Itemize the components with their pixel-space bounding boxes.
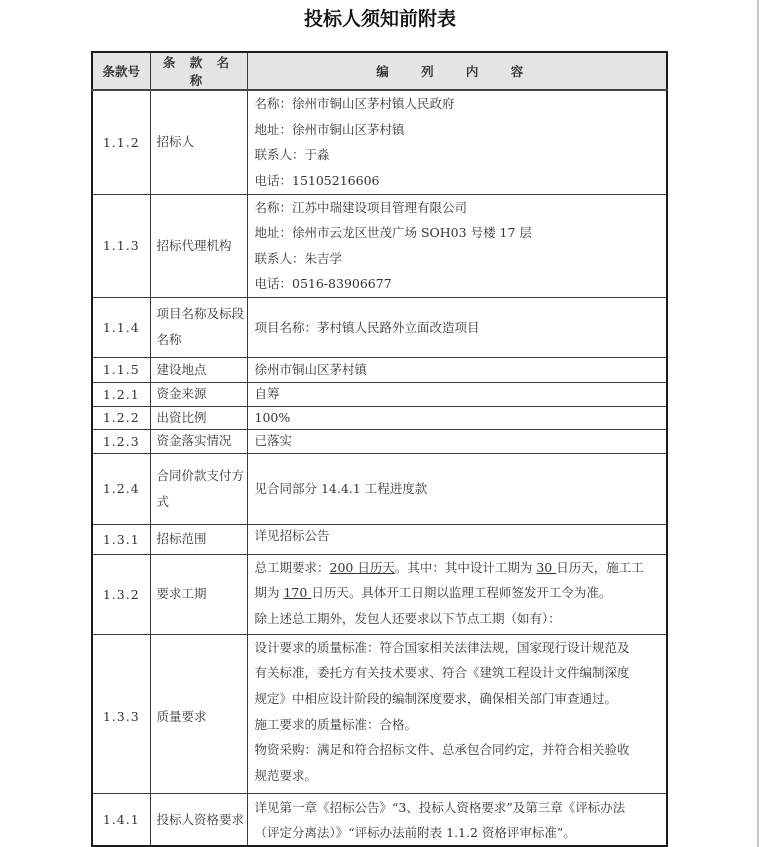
clause-content [247, 429, 667, 453]
table-row [92, 382, 667, 406]
table-row [92, 793, 667, 846]
clause-content [247, 453, 667, 524]
header-content: 编 列 内 容 [247, 52, 667, 90]
content-line: 地址：徐州市铜山区茅村镇 [254, 121, 405, 137]
clause-name: 项目名称及标段名称 [150, 297, 247, 357]
header-clause-number: 条款号 [92, 52, 150, 90]
text-segment: 日历天。具体开工日期以监理工程师签发开工令为准。 [311, 585, 612, 601]
clause-name: 资金来源 [150, 382, 247, 406]
content-line: 除上述总工期外，发包人还要求以下节点工期（如有）： [254, 611, 561, 627]
document-title: 投标人须知前附表 [303, 8, 456, 30]
text-segment: 期为 [254, 585, 284, 601]
content-line: 有关标准，委托方有关技术要求、符合《建筑工程设计文件编制深度 [254, 665, 630, 681]
clause-name: 要求工期 [150, 554, 247, 634]
total-duration: 200 日历天 [329, 559, 395, 575]
clause-content [247, 357, 667, 382]
content-line: 规范要求。 [254, 767, 318, 783]
content-line: 详见第一章《招标公告》“3、投标人资格要求”及第三章《评标办法 [254, 799, 626, 815]
clause-number: 1.1.4 [92, 297, 150, 357]
clause-name: 合同价款支付方式 [150, 453, 247, 524]
table-row [92, 90, 667, 194]
table-row [92, 194, 667, 297]
content-line: 已落实 [254, 433, 293, 449]
clause-name: 资金落实情况 [150, 429, 247, 453]
table-row [92, 524, 667, 554]
page-edge [757, 0, 759, 847]
clause-content [247, 382, 667, 406]
text-segment: 总工期要求： [254, 559, 330, 575]
clause-content [247, 406, 667, 429]
clause-name: 建设地点 [150, 357, 247, 382]
clause-name: 质量要求 [150, 634, 247, 793]
text-segment: 。其中：其中设计工期为 [394, 559, 537, 575]
clause-number: 1.3.2 [92, 554, 150, 634]
clause-number: 1.2.1 [92, 382, 150, 406]
construction-duration: 170 [283, 585, 312, 601]
design-duration: 30 [536, 559, 557, 575]
clause-name: 出资比例 [150, 406, 247, 429]
text-segment: 日历天，施工工 [556, 559, 644, 575]
table-row [92, 429, 667, 453]
content-line: 项目名称：茅村镇人民路外立面改造项目 [254, 319, 480, 335]
content-line: 施工要求的质量标准：合格。 [254, 716, 418, 732]
table-row [92, 453, 667, 524]
clause-name: 招标人 [150, 90, 247, 194]
content-line: 详见招标公告 [254, 527, 330, 543]
content-line: 徐州市铜山区茅村镇 [254, 361, 368, 377]
content-line: 名称：江苏中瑞建设项目管理有限公司 [254, 199, 468, 215]
clause-name: 招标代理机构 [150, 194, 247, 297]
clause-number: 1.1.5 [92, 357, 150, 382]
clause-number: 1.1.2 [92, 90, 150, 194]
content-line: 名称：徐州市铜山区茅村镇人民政府 [254, 96, 455, 112]
content-line [255, 580, 661, 606]
header-clause-name: 条 款 名 称 [150, 52, 247, 90]
table-row [92, 406, 667, 429]
clause-content [247, 524, 667, 554]
content-line: 规定》中相应设计阶段的编制深度要求，确保相关部门审查通过。 [254, 691, 618, 707]
clause-number: 1.2.2 [92, 406, 150, 429]
content-line: 电话：15105216606 [254, 172, 380, 188]
clause-content [247, 793, 667, 846]
clause-number: 1.4.1 [92, 793, 150, 846]
clause-number: 1.3.3 [92, 634, 150, 793]
clause-number: 1.1.3 [92, 194, 150, 297]
clause-content [247, 297, 667, 357]
content-line: 自筹 [254, 386, 280, 402]
table-row [92, 634, 667, 793]
clause-content [247, 634, 667, 793]
content-line: 见合同部分 14.4.1 工程进度款 [254, 481, 428, 497]
table-row [92, 357, 667, 382]
content-line [255, 555, 661, 581]
table-row [92, 554, 667, 634]
clause-content [247, 554, 667, 634]
content-line: 物资采购：满足和符合招标文件、总承包合同约定，并符合相关验收 [254, 742, 630, 758]
content-line: 100% [254, 409, 291, 425]
table-row [92, 297, 667, 357]
bidder-instructions-table [91, 51, 668, 847]
content-line: 电话：0516-83906677 [254, 276, 392, 292]
clause-content [247, 194, 667, 297]
content-line: 设计要求的质量标准：符合国家相关法律法规，国家现行设计规范及 [254, 639, 630, 655]
clause-name: 招标范围 [150, 524, 247, 554]
content-line: 联系人：朱吉学 [254, 250, 343, 266]
content-line: 联系人：于淼 [254, 147, 330, 163]
content-line: （评定分离法）》“评标办法前附表 1.1.2 资格评审标准”。 [254, 824, 576, 840]
table-header-row [92, 52, 667, 90]
clause-number: 1.3.1 [92, 524, 150, 554]
clause-number: 1.2.4 [92, 453, 150, 524]
clause-content [247, 90, 667, 194]
clause-name: 投标人资格要求 [150, 793, 247, 846]
clause-number: 1.2.3 [92, 429, 150, 453]
content-line: 地址：徐州市云龙区世茂广场 SOH03 号楼 17 层 [254, 225, 532, 241]
